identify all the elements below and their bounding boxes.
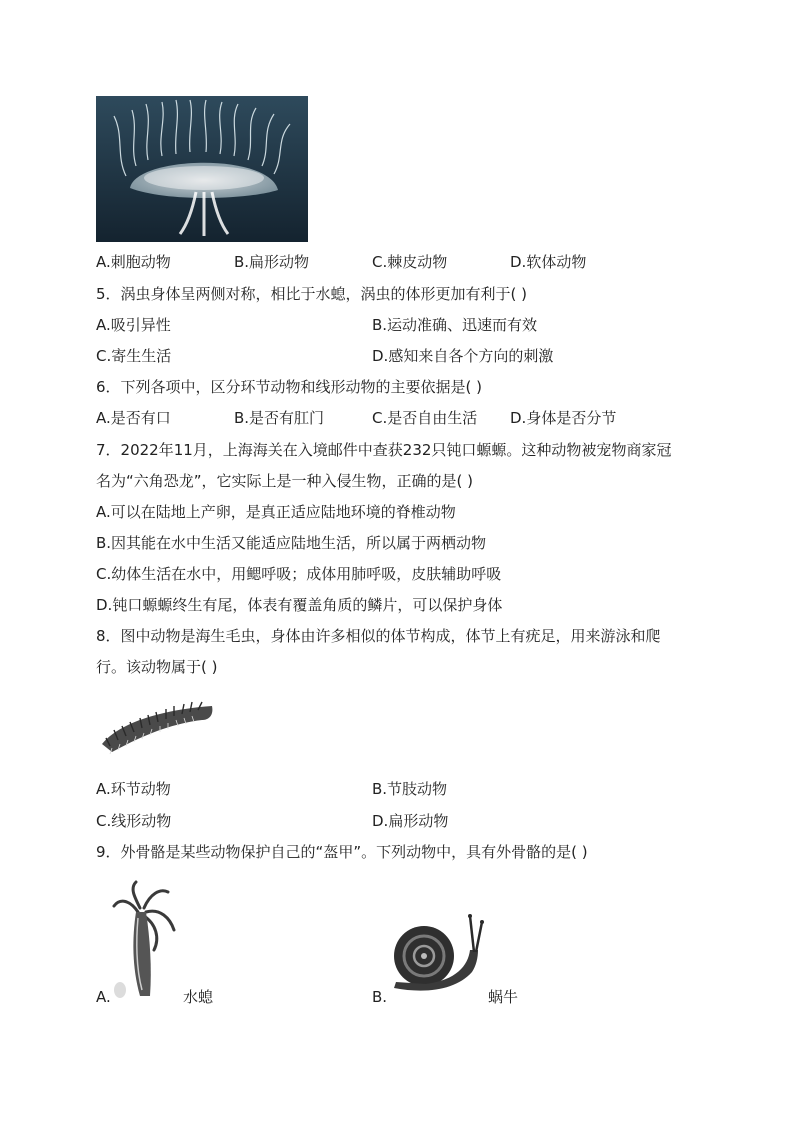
q6-option-a[interactable]: A.是否有口 [96, 409, 171, 427]
q6-option-c[interactable]: C.是否自由生活 [372, 409, 478, 427]
snail-image [386, 910, 486, 1002]
q4-option-b[interactable]: B.扁形动物 [234, 253, 310, 271]
q6-option-d[interactable]: D.身体是否分节 [510, 409, 617, 427]
q8-stem-line-1: 8．图中动物是海生毛虫，身体由许多相似的体节构成，体节上有疣足，用来游泳和爬 [96, 627, 661, 645]
q8-option-c[interactable]: C.线形动物 [96, 812, 172, 830]
q9-option-a-letter[interactable]: A. [96, 988, 111, 1006]
q5-option-a[interactable]: A.吸引异性 [96, 316, 171, 334]
q4-option-a[interactable]: A.刺胞动物 [96, 253, 171, 271]
q4-option-c[interactable]: C.棘皮动物 [372, 253, 448, 271]
sea-worm-image [98, 698, 218, 756]
q8-stem-line-2: 行。该动物属于( ) [96, 658, 218, 676]
hydra-image [110, 878, 182, 1002]
jellyfish-image [96, 96, 308, 242]
q9-option-b-label: 蜗牛 [488, 988, 519, 1006]
q5-option-d[interactable]: D.感知来自各个方向的刺激 [372, 347, 554, 365]
q7-option-d[interactable]: D.钝口螈螈终生有尾，体表有覆盖角质的鳞片，可以保护身体 [96, 596, 503, 614]
q7-option-c[interactable]: C.幼体生活在水中，用鳃呼吸；成体用肺呼吸，皮肤辅助呼吸 [96, 565, 502, 583]
q7-option-b[interactable]: B.因其能在水中生活又能适应陆地生活，所以属于两栖动物 [96, 534, 487, 552]
jellyfish-illustration [96, 96, 308, 242]
q9-option-b-letter[interactable]: B. [372, 988, 388, 1006]
q7-option-a[interactable]: A.可以在陆地上产卵，是真正适应陆地环境的脊椎动物 [96, 503, 456, 521]
q4-option-d[interactable]: D.软体动物 [510, 253, 587, 271]
sea-worm-illustration [98, 698, 218, 756]
q5-option-b[interactable]: B.运动准确、迅速而有效 [372, 316, 538, 334]
q8-option-b[interactable]: B.节肢动物 [372, 780, 448, 798]
q6-stem: 6．下列各项中，区分环节动物和线形动物的主要依据是( ) [96, 378, 483, 396]
q8-option-a[interactable]: A.环节动物 [96, 780, 171, 798]
q9-stem: 9．外骨骼是某些动物保护自己的“盔甲”。下列动物中，具有外骨骼的是( ) [96, 843, 588, 861]
q5-stem: 5．涡虫身体呈两侧对称，相比于水螅，涡虫的体形更加有利于( ) [96, 285, 528, 303]
hydra-illustration [110, 878, 182, 1002]
q5-option-c[interactable]: C.寄生生活 [96, 347, 172, 365]
q6-option-b[interactable]: B.是否有肛门 [234, 409, 325, 427]
q7-stem-line-1: 7．2022年11月，上海海关在入境邮件中查获232只钝口螈螈。这种动物被宠物商家冠 [96, 441, 672, 459]
q9-option-a-label: 水螅 [183, 988, 214, 1006]
snail-illustration [386, 910, 486, 1002]
q8-option-d[interactable]: D.扁形动物 [372, 812, 449, 830]
q7-stem-line-2: 名为“六角恐龙”，它实际上是一种入侵生物，正确的是( ) [96, 472, 474, 490]
